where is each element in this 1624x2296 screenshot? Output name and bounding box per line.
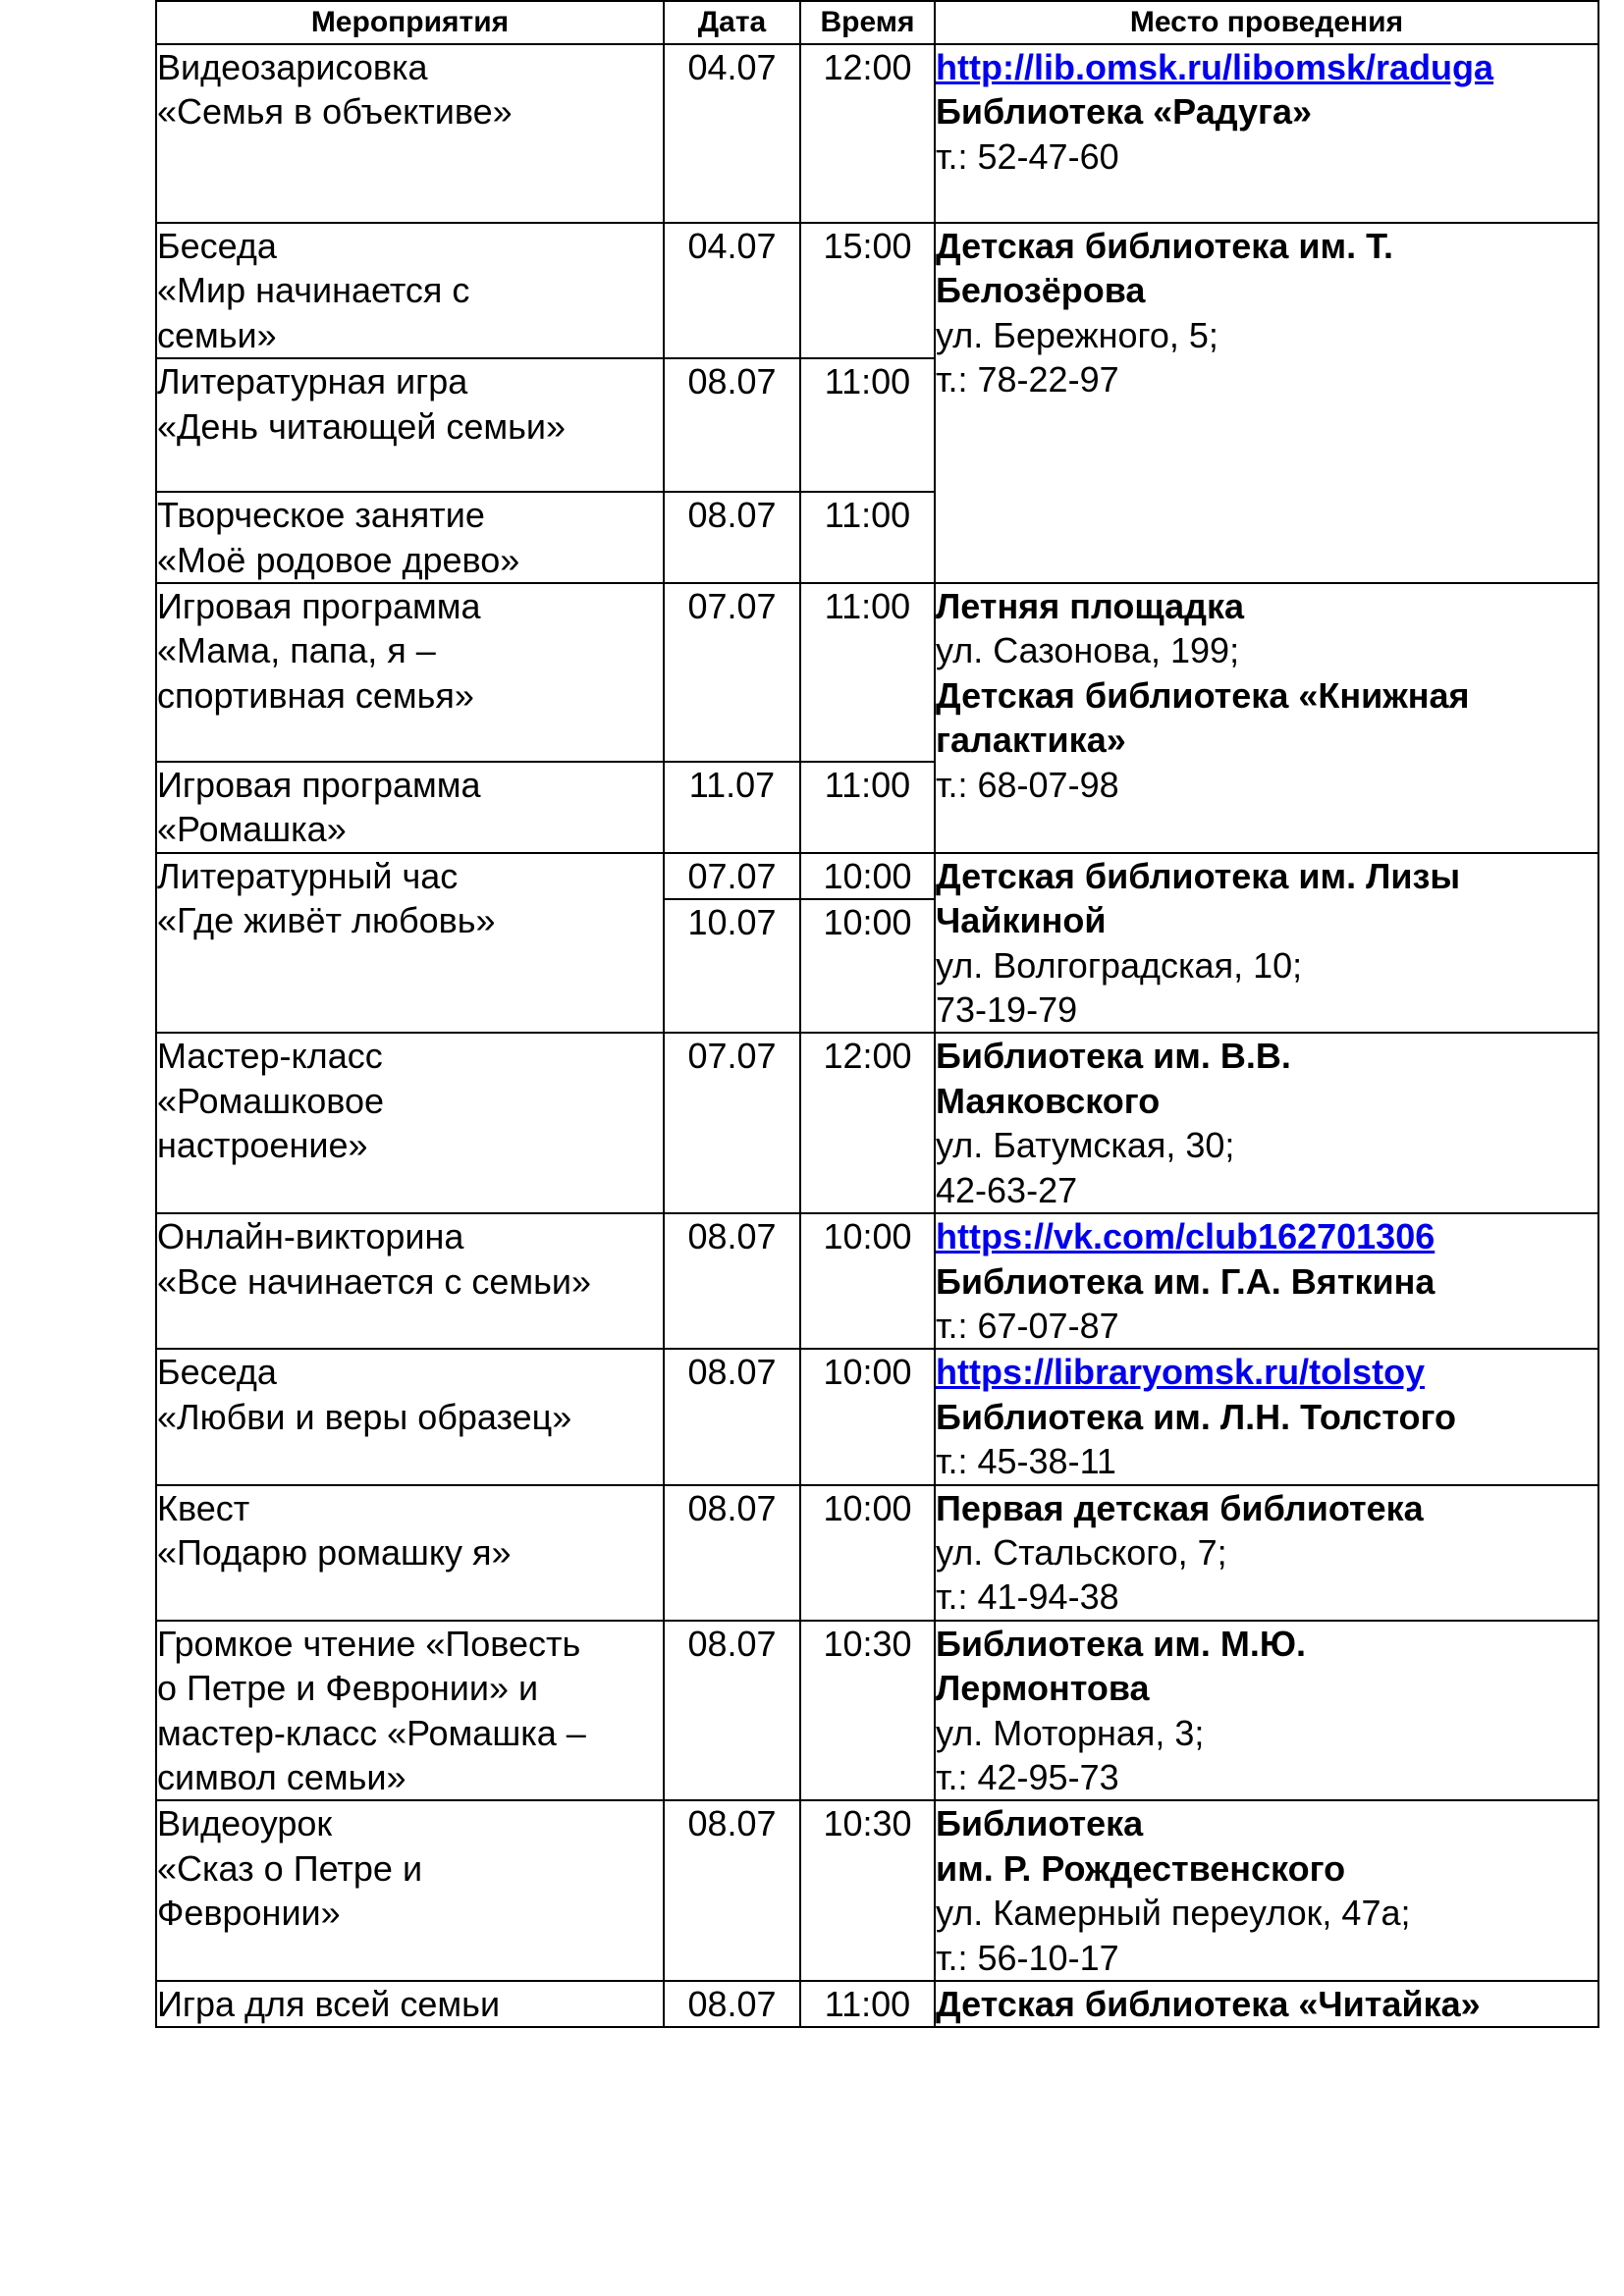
library-name: Библиотека им. Л.Н. Толстого: [936, 1396, 1457, 1437]
table-row: [156, 223, 1598, 358]
library-details: 42-63-27: [936, 1169, 1078, 1210]
event-line: мастер-класс «Ромашка –: [157, 1712, 586, 1753]
header-date: Дата: [664, 1, 800, 44]
event-line: Громкое чтение «Повесть: [157, 1623, 581, 1664]
event-line: Квест: [157, 1487, 250, 1528]
library-name: Чайкиной: [936, 900, 1107, 941]
library-details: т.: 67-07-87: [936, 1305, 1119, 1346]
library-name: Белозёрова: [936, 270, 1146, 311]
event-line: Беседа: [157, 1352, 277, 1393]
event-line: Беседа: [157, 226, 277, 266]
place-cell: [935, 44, 1598, 223]
place-cell: [935, 1981, 1598, 2027]
place-cell: [935, 223, 1598, 583]
time-cell: 12:00: [800, 44, 935, 223]
event-line: спортивная семья»: [157, 674, 474, 716]
library-name: Маяковского: [936, 1080, 1161, 1121]
event-line: «Где живёт любовь»: [157, 900, 496, 941]
event-cell: [156, 1800, 664, 1981]
event-cell: [156, 1349, 664, 1484]
place-cell: [935, 1349, 1598, 1484]
time-cell: 10:00: [800, 899, 935, 1033]
event-cell: [156, 762, 664, 853]
date-cell: 08.07: [664, 1349, 800, 1484]
event-line: Февронии»: [157, 1893, 341, 1934]
time-cell: 11:00: [800, 762, 935, 853]
place-cell: [935, 583, 1598, 853]
event-line: «Семья в объективе»: [157, 91, 513, 133]
event-cell: [156, 1621, 664, 1801]
time-cell: 10:00: [800, 1485, 935, 1621]
event-line: Творческое занятие: [157, 495, 485, 536]
time-cell: 11:00: [800, 1981, 935, 2027]
event-cell: [156, 358, 664, 492]
header-time: Время: [800, 1, 935, 44]
event-line: Онлайн-викторина: [157, 1216, 464, 1257]
library-details: т.: 42-95-73: [936, 1756, 1119, 1797]
table-row: [156, 1213, 1598, 1349]
place-cell: [935, 1485, 1598, 1621]
event-line: Литературный час: [157, 855, 459, 896]
event-line: символ семьи»: [157, 1756, 406, 1797]
header-place: Место проведения: [935, 1, 1598, 44]
library-name: Лермонтова: [936, 1668, 1150, 1709]
time-cell: 10:00: [800, 853, 935, 899]
date-cell: 08.07: [664, 1213, 800, 1349]
event-cell: [156, 583, 664, 762]
table-row: [156, 583, 1598, 762]
events-table: [155, 0, 1599, 2028]
library-details: ул. Бережного, 5;: [936, 314, 1218, 355]
library-name: Детская библиотека «Читайка»: [936, 1984, 1481, 2024]
event-line: Мастер-класс: [157, 1036, 383, 1077]
library-name: Библиотека: [936, 1803, 1144, 1844]
table-row: [156, 1981, 1598, 2027]
header-row: [156, 1, 1598, 44]
date-cell: 08.07: [664, 1485, 800, 1621]
library-details: ул. Стальского, 7;: [936, 1531, 1227, 1573]
event-cell: [156, 44, 664, 223]
event-cell: [156, 1033, 664, 1213]
library-name: Библиотека им. Г.А. Вяткина: [936, 1260, 1435, 1302]
table-row: [156, 1033, 1598, 1213]
date-cell: 08.07: [664, 358, 800, 492]
library-name: Детская библиотека «Книжная: [936, 674, 1470, 716]
time-cell: 11:00: [800, 492, 935, 583]
date-cell: 07.07: [664, 853, 800, 899]
event-cell: [156, 492, 664, 583]
library-details: ул. Сазонова, 199;: [936, 630, 1240, 671]
header-event: Мероприятия: [156, 1, 664, 44]
place-cell: [935, 1213, 1598, 1349]
event-line: Видеоурок: [157, 1803, 333, 1844]
event-line: «Любви и веры образец»: [157, 1396, 572, 1437]
date-cell: 08.07: [664, 1800, 800, 1981]
event-line: «Мама, папа, я –: [157, 630, 436, 671]
event-line: Игровая программа: [157, 765, 481, 806]
date-cell: 07.07: [664, 583, 800, 762]
library-name: Библиотека им. М.Ю.: [936, 1623, 1307, 1664]
library-details: т.: 56-10-17: [936, 1937, 1119, 1978]
table-row: [156, 1621, 1598, 1801]
time-cell: 12:00: [800, 1033, 935, 1213]
event-line: «Ромашка»: [157, 809, 347, 850]
library-details: 73-19-79: [936, 989, 1078, 1031]
date-cell: 10.07: [664, 899, 800, 1033]
table-row: [156, 1485, 1598, 1621]
library-details: ул. Батумская, 30;: [936, 1125, 1235, 1166]
library-details: ул. Моторная, 3;: [936, 1712, 1205, 1753]
time-cell: 10:00: [800, 1213, 935, 1349]
library-name: Летняя площадка: [936, 586, 1245, 627]
library-details: ул. Камерный переулок, 47а;: [936, 1893, 1411, 1934]
event-line: «Моё родовое древо»: [157, 539, 520, 580]
library-details: т.: 78-22-97: [936, 359, 1119, 400]
event-line: Видеозарисовка: [157, 47, 428, 87]
event-line: о Петре и Февронии» и: [157, 1668, 539, 1709]
library-name: галактика»: [936, 720, 1126, 761]
table-row: [156, 44, 1598, 223]
library-details: т.: 41-94-38: [936, 1576, 1119, 1618]
library-name: Детская библиотека им. Т.: [936, 226, 1394, 266]
time-cell: 11:00: [800, 583, 935, 762]
table-row: [156, 1800, 1598, 1981]
event-cell: [156, 853, 664, 1034]
event-cell: [156, 223, 664, 358]
place-cell: [935, 1621, 1598, 1801]
event-line: настроение»: [157, 1125, 368, 1166]
library-name: Библиотека «Радуга»: [936, 91, 1313, 133]
table-row: [156, 853, 1598, 899]
event-cell: [156, 1981, 664, 2027]
library-details: т.: 45-38-11: [936, 1441, 1116, 1482]
library-name: Первая детская библиотека: [936, 1487, 1424, 1528]
event-line: «Сказ о Петре и: [157, 1847, 423, 1889]
library-details: ул. Волгоградская, 10;: [936, 944, 1303, 986]
library-details: т.: 68-07-98: [936, 764, 1119, 805]
library-link[interactable]: https://vk.com/club162701306: [936, 1216, 1435, 1257]
library-details: т.: 52-47-60: [936, 135, 1119, 177]
event-line: «Все начинается с семьи»: [157, 1260, 592, 1302]
place-cell: [935, 1800, 1598, 1981]
place-cell: [935, 853, 1598, 1034]
event-cell: [156, 1213, 664, 1349]
event-line: Литературная игра: [157, 361, 468, 402]
table-row: [156, 1349, 1598, 1484]
event-line: семьи»: [157, 314, 277, 355]
event-line: «Ромашковое: [157, 1080, 385, 1121]
date-cell: 08.07: [664, 1981, 800, 2027]
date-cell: 08.07: [664, 492, 800, 583]
event-line: «День читающей семьи»: [157, 405, 567, 447]
event-cell: [156, 1485, 664, 1621]
date-cell: 08.07: [664, 1621, 800, 1801]
library-link[interactable]: https://libraryomsk.ru/tolstoy: [936, 1352, 1426, 1393]
library-link[interactable]: http://lib.omsk.ru/libomsk/raduga: [936, 47, 1494, 87]
event-line: «Мир начинается с: [157, 270, 470, 311]
event-line: Игровая программа: [157, 586, 481, 627]
date-cell: 07.07: [664, 1033, 800, 1213]
time-cell: 15:00: [800, 223, 935, 358]
event-line: «Подарю ромашку я»: [157, 1531, 512, 1573]
library-name: Библиотека им. В.В.: [936, 1036, 1291, 1077]
event-line: Игра для всей семьи: [157, 1984, 501, 2024]
date-cell: 04.07: [664, 44, 800, 223]
date-cell: 04.07: [664, 223, 800, 358]
time-cell: 10:30: [800, 1800, 935, 1981]
date-cell: 11.07: [664, 762, 800, 853]
library-name: им. Р. Рождественского: [936, 1847, 1346, 1889]
time-cell: 11:00: [800, 358, 935, 492]
library-name: Детская библиотека им. Лизы: [936, 855, 1461, 896]
time-cell: 10:00: [800, 1349, 935, 1484]
time-cell: 10:30: [800, 1621, 935, 1801]
place-cell: [935, 1033, 1598, 1213]
